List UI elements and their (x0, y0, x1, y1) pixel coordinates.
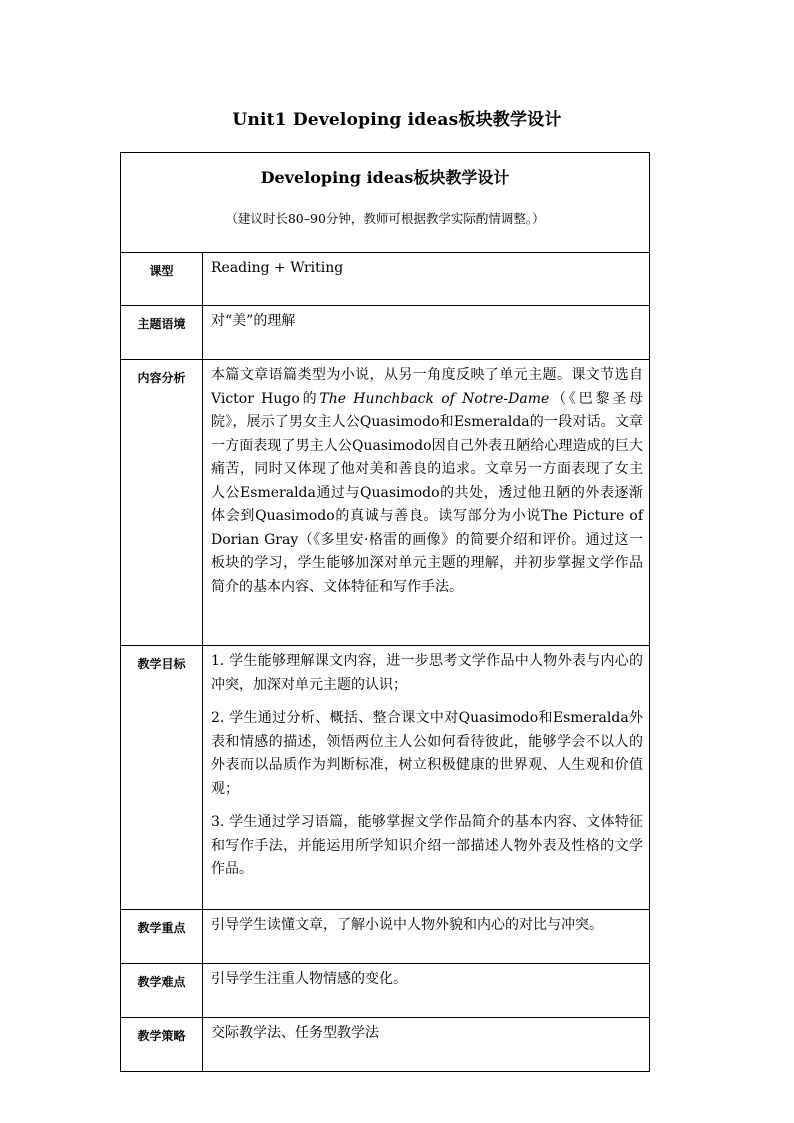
table-row (121, 964, 650, 1018)
goal-item: 1. 学生能够理解课文内容，进一步思考文学作品中人物外表与内心的冲突，加深对单元主题的认识； (211, 653, 644, 693)
key-point-value: 引导学生读懂文章，了解小说中人物外貌和内心的对比与冲突。 (203, 910, 650, 964)
table-row (121, 1018, 650, 1072)
table-row (121, 910, 650, 964)
table-header-row (121, 153, 650, 253)
lesson-plan-table (120, 152, 650, 1072)
goal-item: 2. 学生通过分析、概括、整合课文中对Quasimodo和Esmeralda外表和情感的描述，领悟两位主人公如何看待彼此，能够学会不以人的外表而以品质作为判断标准，树立积极健康的世界观、人生观和价值观； (211, 710, 644, 797)
row-label-type: 课型 (121, 253, 203, 306)
content-analysis-value (203, 360, 650, 646)
theme-context-value: 对“美”的理解 (203, 306, 650, 360)
analysis-text-end: （《巴黎圣母院》，展示了男女主人公Quasimodo和Esmeralda的一段对话。文章一方面表现了男主人公Quasimodo因自己外表丑陋给心理造成的巨大痛苦，同时又体现了他对美和善良的追求。文章另一方面表现了女主人公Esmeralda通过与Quasimodo的共处，透过他丑陋的外表逐渐体会到Quasimodo的真诚与善良。读写部分为小说The Picture of Dorian Gray（《多里安·格雷的画像》的简要介绍和评价。通过这一板块的学习，学生能够加深对单元主题的理解，并初步掌握文学作品简介的基本内容、文体特征和写作手法。 (211, 390, 644, 595)
table-row (121, 360, 650, 646)
teaching-goals-value (203, 646, 650, 910)
difficulty-value: 引导学生注重人物情感的变化。 (203, 964, 650, 1018)
table-row (121, 646, 650, 910)
novel-title: The Hunchback of Notre-Dame (319, 390, 550, 407)
table-row (121, 306, 650, 360)
strategy-value: 交际教学法、任务型教学法 (203, 1018, 650, 1072)
row-label-difficulty: 教学难点 (121, 964, 203, 1018)
row-label-analysis: 内容分析 (121, 360, 203, 646)
row-label-key-point: 教学重点 (121, 910, 203, 964)
duration-note: （建议时长80–90分钟，教师可根据教学实际酌情调整。） (225, 211, 545, 226)
table-header-cell (121, 153, 650, 253)
row-label-strategy: 教学策略 (121, 1018, 203, 1072)
row-label-theme: 主题语境 (121, 306, 203, 360)
goal-item: 3. 学生通过学习语篇，能够掌握文学作品简介的基本内容、文体特征和写作手法，并能运用所学知识介绍一部描述人物外表及性格的文学作品。 (211, 814, 644, 877)
table-title: Developing ideas板块教学设计 (260, 168, 510, 187)
analysis-text-start: 本篇文章语篇类型为小说，从另一角度反映了单元主题。课文节选自Victor Hugo的 (211, 367, 644, 407)
document-title: Unit1 Developing ideas板块教学设计 (232, 110, 562, 130)
row-label-goals: 教学目标 (121, 646, 203, 910)
table-row (121, 253, 650, 306)
lesson-type-value: Reading + Writing (203, 253, 650, 306)
